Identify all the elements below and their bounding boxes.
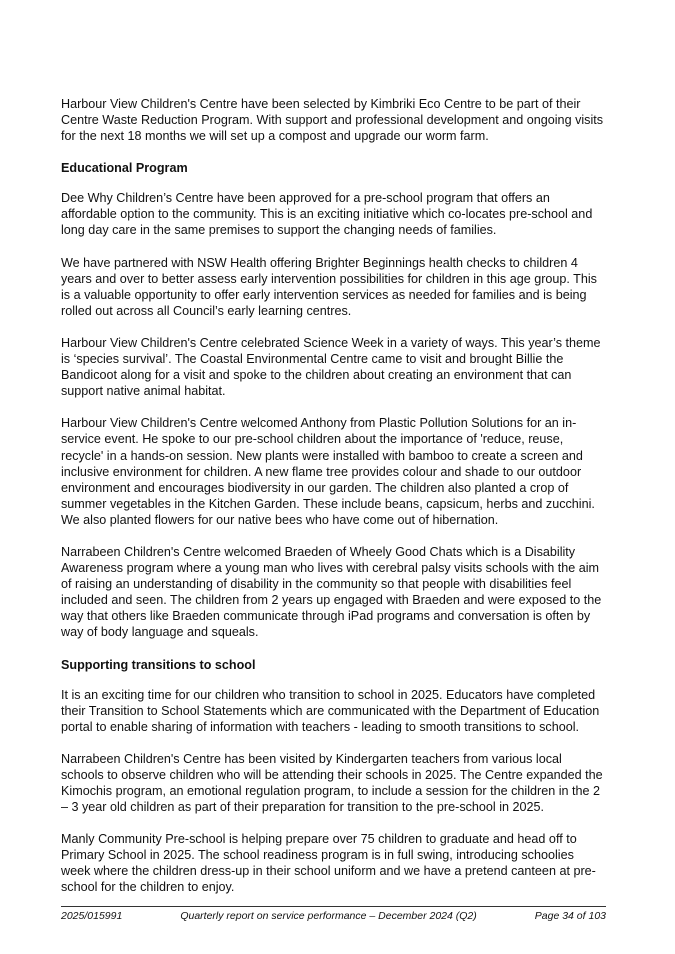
paragraph-school-readiness: Manly Community Pre-school is helping prepare over 75 children to graduate and head off to Primary School in 2025. The school readiness program is in full swing, introducing schoolies week where the children dress-up in their school uniform and we have a pretend canteen at pre-school for the children to enjoy. <box>61 832 596 895</box>
footer-page-number: Page 34 of 103 <box>534 910 606 922</box>
heading-educational-program: Educational Program <box>61 161 188 176</box>
footer-report-title: Quarterly report on service performance – December 2024 (Q2) <box>180 910 477 922</box>
paragraph-plastic-pollution: Harbour View Children's Centre welcomed Anthony from Plastic Pollution Solutions for an in-service event. He spoke to our pre-school children about the importance of 'reduce, reuse, recycle' in a hands-on session. New plants were installed with bamboo to create a screen and inclusive environment for children. A new flame tree provides colour and shade to our outdoor environment and encourages biodiversity in our garden. The children also planted a crop of summer vegetables in the Kitchen Garden. These include beans, capsicum, herbs and zucchini. We also planted flowers for our native bees who have come out of hibernation. <box>61 416 595 527</box>
paragraph-waste-reduction: Harbour View Children's Centre have been selected by Kimbriki Eco Centre to be part of their Centre Waste Reduction Program. With support and professional development and ongoing visits for the next 18 months we will set up a compost and upgrade our worm farm. <box>61 97 604 144</box>
document-body <box>61 96 606 912</box>
paragraph-kindergarten-visits: Narrabeen Children's Centre has been visited by Kindergarten teachers from various local schools to observe children who will be attending their schools in 2025. The Centre expanded the Kimochis program, an emotional regulation program, to include a session for the children in the 2 – 3 year old children as part of their preparation for transition to the pre-school in 2025. <box>61 751 603 815</box>
page-footer <box>61 906 606 922</box>
paragraph-transition-statements: It is an exciting time for our children who transition to school in 2025. Educators have completed their Transition to School Statements which are communicated with the Department of Education portal to enable sharing of information with teachers - leading to smooth transitions to school. <box>61 687 600 734</box>
paragraph-wheely-good-chats: Narrabeen Children's Centre welcomed Braeden of Wheely Good Chats which is a Disability Awareness program where a young man who lives with cerebral palsy visits schools with the aim of raising an understanding of disability in the community so that people with disabilities feel included and seen. The children from 2 years up engaged with Braeden and were exposed to the way that others like Braeden communicate through iPad programs and conversation is often by way of body language and squeals. <box>61 544 602 640</box>
paragraph-brighter-beginnings: We have partnered with NSW Health offering Brighter Beginnings health checks to children 4 years and over to better assess early intervention possibilities for children in this age group. This is a valuable opportunity to offer early intervention services as needed for families and is being rolled out across all Council’s early learning centres. <box>61 255 597 318</box>
footer-doc-number: 2025/015991 <box>61 910 123 922</box>
heading-supporting-transitions: Supporting transitions to school <box>61 657 256 672</box>
paragraph-science-week: Harbour View Children's Centre celebrated Science Week in a variety of ways. This year’s theme is ‘species survival’. The Coastal Environmental Centre came to visit and brought Billie the Bandicoot along for a visit and spoke to the children about creating an environment that can support native animal habitat. <box>61 335 601 399</box>
paragraph-dee-why-preschool: Dee Why Children’s Centre have been approved for a pre-school program that offers an affordable option to the community. This is an exciting initiative which co-locates pre-school and long day care in the same premises to support the changing needs of families. <box>61 191 593 238</box>
